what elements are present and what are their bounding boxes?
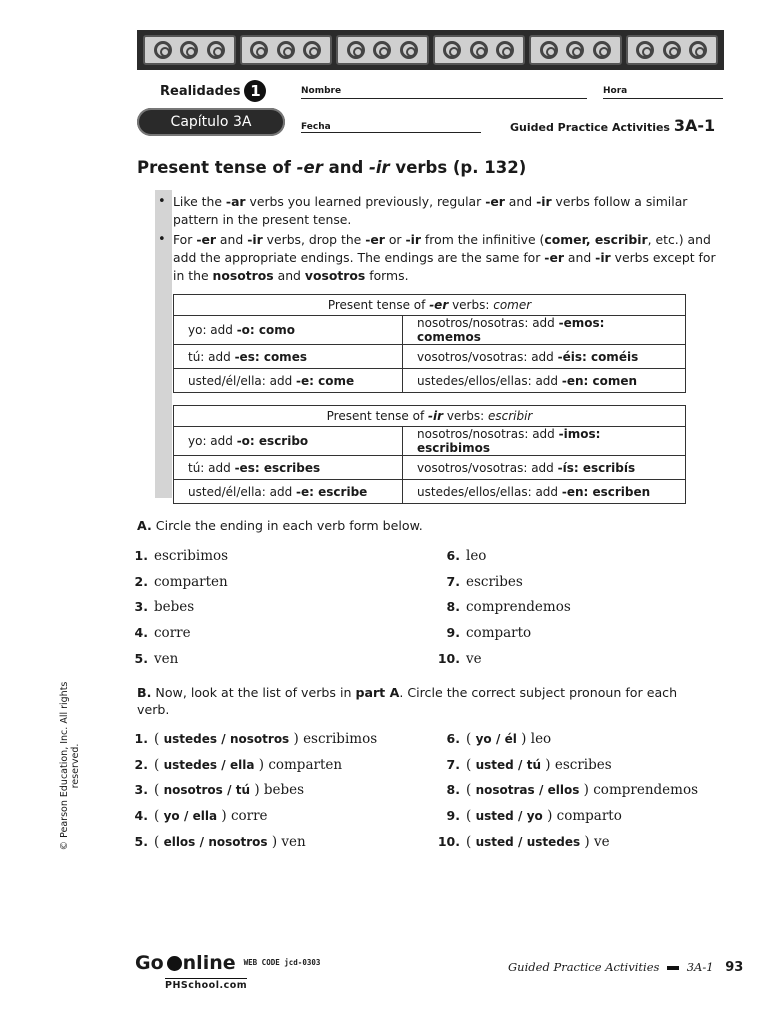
table-cell: nosotros/nosotras: add -imos: escribimos (403, 427, 686, 456)
list-item[interactable]: 5. ven (134, 651, 179, 667)
fecha-field[interactable] (301, 132, 481, 133)
list-item[interactable]: 9. comparto (446, 625, 532, 641)
swirl-icon (593, 41, 611, 59)
copyright-notice: © Pearson Education, Inc. All rights reserved. (59, 681, 81, 851)
list-item[interactable]: 1. ( ustedes / nosotros ) escribimos (134, 731, 378, 747)
list-item[interactable]: 8. ( nosotras / ellos ) comprendemos (446, 782, 699, 798)
list-item[interactable]: 7. escribes (446, 574, 523, 590)
table-title: Present tense of -ir verbs: escribir (174, 406, 686, 427)
table-row (174, 427, 686, 456)
table-cell: tú: add -es: comes (174, 345, 403, 369)
banner-tile (143, 35, 236, 65)
phschool-link[interactable]: PHSchool.com (165, 980, 248, 991)
swirl-icon (303, 41, 321, 59)
list-item[interactable]: 6. ( yo / él ) leo (446, 731, 552, 747)
bullet-item (158, 231, 718, 285)
table-cell: yo: add -o: escribo (174, 427, 403, 456)
part-letter: B. (137, 685, 152, 700)
er-verbs-table (173, 294, 686, 393)
nombre-label: Nombre (301, 86, 342, 96)
list-item[interactable]: 5. ( ellos / nosotros ) ven (134, 834, 306, 850)
table-header-row (174, 295, 686, 316)
bullet-item (158, 193, 718, 229)
banner-tile (240, 35, 333, 65)
list-item[interactable]: 6. leo (446, 548, 487, 564)
part-b-instruction: B. Now, look at the list of verbs in part A. Circle the correct subject pronoun for each verb. (137, 685, 678, 717)
bullet-icon: • (158, 194, 166, 209)
swirl-icon (443, 41, 461, 59)
bullet-text: Like the -ar verbs you learned previously, regular -er and -ir verbs follow a similar pattern in the present tense. (173, 194, 688, 227)
footer-gpa-number: 3A-1 (686, 960, 714, 974)
list-item[interactable]: 9. ( usted / yo ) comparto (446, 808, 622, 824)
swirl-icon (470, 41, 488, 59)
table-header-row (174, 406, 686, 427)
table-cell: vosotros/vosotras: add -ís: escribís (403, 456, 686, 480)
fecha-label: Fecha (301, 122, 331, 132)
dash-icon (667, 966, 679, 970)
list-item[interactable]: 8. comprendemos (446, 599, 571, 615)
swirl-icon (496, 41, 514, 59)
swirl-icon (277, 41, 295, 59)
table-row (174, 369, 686, 393)
swirl-icon (207, 41, 225, 59)
table-cell: vosotros/vosotras: add -éis: coméis (403, 345, 686, 369)
list-item[interactable]: 4. corre (134, 625, 191, 641)
swirl-icon (689, 41, 707, 59)
chapter-pill: Capítulo 3A (137, 108, 285, 136)
go-text: Go (135, 952, 164, 974)
list-item[interactable]: 3. ( nosotros / tú ) bebes (134, 782, 305, 798)
nombre-field[interactable] (301, 98, 587, 99)
banner-tile (433, 35, 526, 65)
swirl-icon (636, 41, 654, 59)
explanation-bullets (158, 193, 718, 287)
table-cell: ustedes/ellos/ellas: add -en: comen (403, 369, 686, 393)
table-row (174, 345, 686, 369)
ir-verbs-table (173, 405, 686, 504)
swirl-icon (400, 41, 418, 59)
footer-gpa-label: Guided Practice Activities (508, 960, 660, 974)
table-row (174, 456, 686, 480)
page-title (137, 158, 526, 177)
table-cell: usted/él/ella: add -e: come (174, 369, 403, 393)
bullet-text: For -er and -ir verbs, drop the -er or -ir from the infinitive (comer, escribir, etc.) and add the appropriate endings. The endings are the same for -er and -ir verbs except for in the nosotros and vosotros forms. (173, 232, 716, 283)
bullet-icon: • (158, 232, 166, 247)
table-cell: tú: add -es: escribes (174, 456, 403, 480)
web-code: WEB CODE jcd-0303 (243, 958, 321, 967)
banner-tile (626, 35, 719, 65)
swirl-icon (663, 41, 681, 59)
list-item[interactable]: 10. ve (437, 651, 482, 667)
title-part: Present tense of (137, 158, 297, 177)
list-item[interactable]: 2. comparten (134, 574, 228, 590)
swirl-icon (566, 41, 584, 59)
swirl-icon (347, 41, 365, 59)
list-item[interactable]: 7. ( usted / tú ) escribes (446, 757, 612, 773)
gpa-label: Guided Practice Activities (510, 121, 670, 134)
realidades-label (160, 80, 266, 102)
table-cell: ustedes/ellos/ellas: add -en: escriben (403, 480, 686, 504)
table-row (174, 316, 686, 345)
title-part: -ir (369, 158, 390, 177)
list-item[interactable]: 10. ( usted / ustedes ) ve (437, 834, 610, 850)
hora-label: Hora (603, 86, 628, 96)
decorative-banner (137, 30, 724, 70)
title-part: verbs (p. 132) (389, 158, 527, 177)
gpa-number: 3A-1 (673, 116, 716, 135)
list-item[interactable]: 2. ( ustedes / ella ) comparten (134, 757, 343, 773)
activity-code (510, 116, 715, 135)
banner-tile (336, 35, 429, 65)
table-title: Present tense of -er verbs: comer (174, 295, 686, 316)
level-badge: 1 (244, 80, 266, 102)
footer-activity (508, 960, 743, 975)
swirl-icon (250, 41, 268, 59)
swirl-icon (373, 41, 391, 59)
list-item[interactable]: 1. escribimos (134, 548, 229, 564)
swirl-icon (154, 41, 172, 59)
table-cell: yo: add -o: como (174, 316, 403, 345)
part-a-instruction (137, 518, 423, 533)
globe-icon (167, 956, 182, 971)
table-cell: usted/él/ella: add -e: escribe (174, 480, 403, 504)
page-number: 93 (725, 960, 744, 975)
instruction-text: Circle the ending in each verb form below. (155, 518, 423, 533)
part-letter: A. (137, 518, 152, 533)
go-online-logo[interactable] (135, 953, 320, 992)
swirl-icon (540, 41, 558, 59)
title-part: -er (296, 158, 323, 177)
title-part: and (322, 158, 370, 177)
table-cell: nosotros/nosotras: add -emos: comemos (403, 316, 686, 345)
list-item[interactable]: 4. ( yo / ella ) corre (134, 808, 268, 824)
online-text: nline (182, 952, 236, 974)
table-row (174, 480, 686, 504)
list-item[interactable]: 3. bebes (134, 599, 195, 615)
realidades-text: Realidades (160, 83, 241, 99)
hora-field[interactable] (603, 98, 723, 99)
swirl-icon (180, 41, 198, 59)
banner-tile (529, 35, 622, 65)
